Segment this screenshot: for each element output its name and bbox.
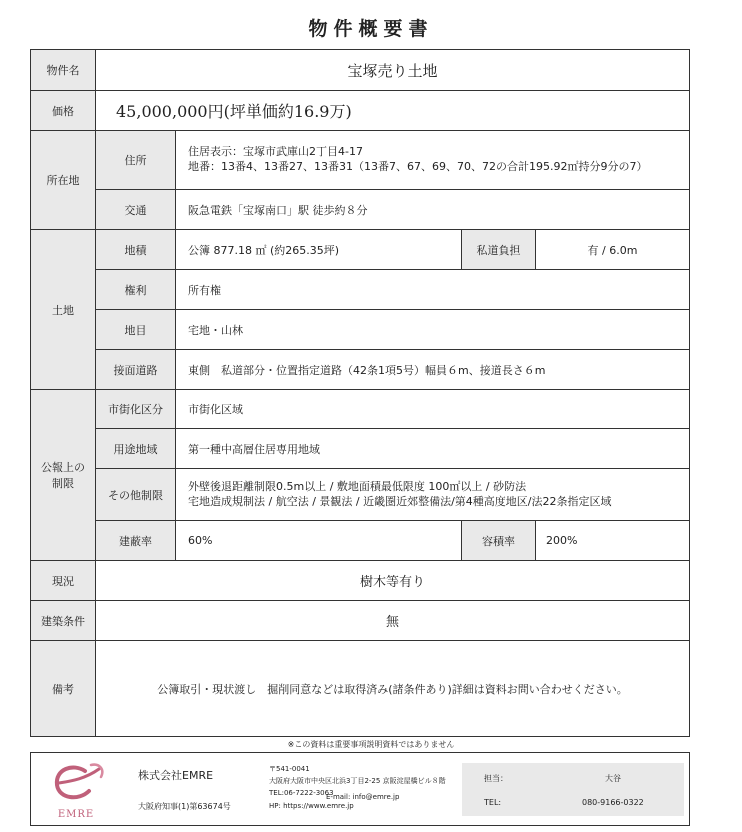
property-summary-table xyxy=(30,49,690,737)
company-name: 株式会社EMRE xyxy=(138,769,214,782)
value-other-restrictions xyxy=(176,469,689,520)
value-property-name: 宝塚売り土地 xyxy=(347,61,438,80)
value-land-category: 宅地・山林 xyxy=(188,323,243,337)
value-address xyxy=(176,131,689,189)
label-land: 土地 xyxy=(31,230,95,389)
label-price: 価格 xyxy=(31,91,95,130)
contact-box xyxy=(462,763,684,816)
label-area: 地積 xyxy=(96,230,175,269)
company-tel: TEL:06-7222-3063 xyxy=(269,789,334,797)
label-other-restrictions: その他制限 xyxy=(96,469,175,520)
label-building-conditions: 建築条件 xyxy=(31,601,95,640)
company-postal: 〒541-0041 xyxy=(269,765,310,773)
label-property-name: 物件名 xyxy=(31,50,95,90)
label-remarks: 備考 xyxy=(31,641,95,736)
label-legal-line2: 制限 xyxy=(52,477,74,490)
value-current-status: 樹木等有り xyxy=(359,575,425,590)
emre-logo-mark xyxy=(45,761,107,805)
value-traffic: 阪急電鉄「宝塚南口」駅 徒歩約８分 xyxy=(188,203,368,217)
company-footer xyxy=(30,752,690,826)
value-use-district: 第一種中高層住居専用地域 xyxy=(188,442,320,456)
contact-tel-label: TEL: xyxy=(484,798,502,807)
value-building-coverage: 60% xyxy=(188,534,213,547)
emre-logo xyxy=(45,761,107,819)
value-remarks: 公簿取引・現状渡し 掘削同意などは取得済み(諸条件あり)詳細は資料お問い合わせください。 xyxy=(157,682,628,696)
company-address: 大阪府大阪市中央区北浜3丁目2-25 京阪淀屋橋ビル８階 xyxy=(269,777,446,785)
label-rights: 権利 xyxy=(96,270,175,309)
disclaimer-note: ※この資料は重要事項説明資料ではありません xyxy=(287,740,455,749)
logo-text: EMRE xyxy=(57,809,95,820)
value-zoning: 市街化区域 xyxy=(188,403,243,416)
page-title: 物件概要書 xyxy=(308,18,434,40)
company-email[interactable]: E-mail: info@emre.jp xyxy=(326,793,400,801)
label-legal-line1: 公報上の xyxy=(41,461,85,474)
value-frontage-road: 東側 私道部分・位置指定道路（42条1項5号）幅員６m、接道長さ６m xyxy=(188,363,546,377)
value-floor-area-ratio: 200% xyxy=(546,534,578,547)
label-private-road: 私道負担 xyxy=(462,230,535,269)
company-homepage[interactable]: HP: https://www.emre.jp xyxy=(269,802,354,810)
contact-label: 担当： xyxy=(484,774,508,783)
label-legal-restrictions xyxy=(31,390,95,560)
label-address: 住所 xyxy=(96,131,175,189)
label-current-status: 現況 xyxy=(31,561,95,600)
label-traffic: 交通 xyxy=(96,190,175,229)
label-frontage-road: 接面道路 xyxy=(96,350,175,389)
label-building-coverage: 建蔽率 xyxy=(96,521,175,560)
contact-tel-value[interactable]: 080-9166-0322 xyxy=(582,798,644,807)
other-restrictions-line1: 外壁後退距離制限0.5m以上 / 敷地面積最低限度 100㎡以上 / 砂防法 xyxy=(188,480,527,493)
value-private-road: 有 / 6.0m xyxy=(587,243,638,257)
company-license: 大阪府知事(1)第63674号 xyxy=(138,802,231,811)
label-floor-area-ratio: 容積率 xyxy=(462,521,535,560)
contact-name: 大谷 xyxy=(605,774,621,783)
address-lot-number: 地番：13番4、13番27、13番31（13番7、67、69、70、72の合計195.92㎡持分9分の7） xyxy=(188,160,648,173)
value-price: 45,000,000円(坪単価約16.9万) xyxy=(116,102,352,121)
label-use-district: 用途地域 xyxy=(96,429,175,468)
label-zoning: 市街化区分 xyxy=(96,390,175,428)
value-area: 公簿 877.18 ㎡ (約265.35坪) xyxy=(188,243,340,257)
label-location: 所在地 xyxy=(31,131,95,229)
label-land-category: 地目 xyxy=(96,310,175,349)
address-display: 住居表示：宝塚市武庫山2丁目4-17 xyxy=(188,145,363,158)
value-rights: 所有権 xyxy=(188,283,221,297)
value-building-conditions: 無 xyxy=(385,615,399,630)
other-restrictions-line2: 宅地造成規制法 / 航空法 / 景観法 / 近畿圏近郊整備法/第4種高度地区/法22条指定区域 xyxy=(188,495,612,508)
